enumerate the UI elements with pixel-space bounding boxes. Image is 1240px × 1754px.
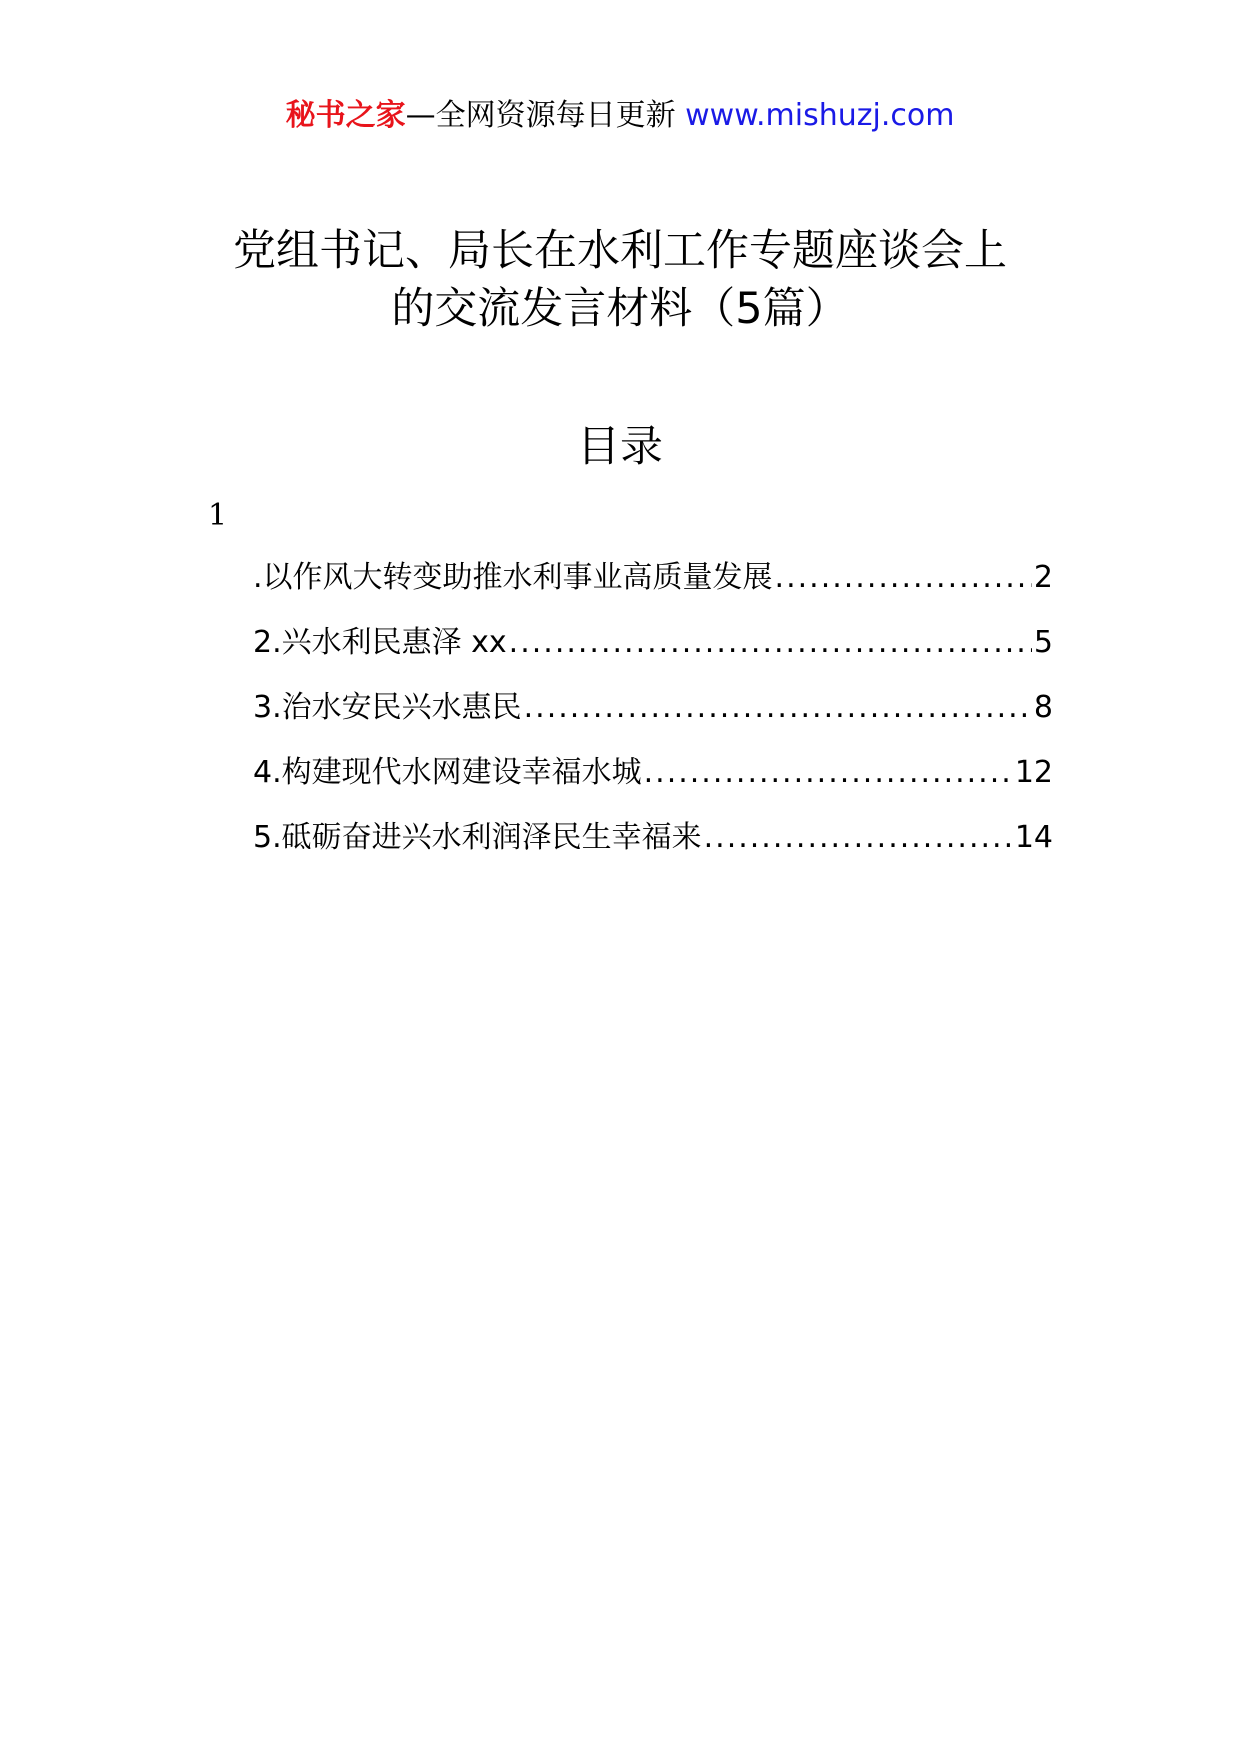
brand-name: 秘书之家 <box>285 98 406 133</box>
toc-entry-label: 5.砥砺奋进兴水利润泽民生幸福来 <box>253 820 702 855</box>
page-header <box>0 96 1240 136</box>
toc-entry-label: 3.治水安民兴水惠民 <box>253 690 522 725</box>
site-link[interactable]: www.mishuzj.com <box>685 98 955 133</box>
toc-entry-2[interactable] <box>253 623 1053 688</box>
header-slogan: —全网资源每日更新 <box>405 98 676 133</box>
toc-dot-leader <box>704 818 1013 858</box>
toc-dot-leader <box>644 753 1013 793</box>
toc-entry-page: 14 <box>1014 820 1053 855</box>
toc-entry-page: 8 <box>1033 690 1053 725</box>
toc-entry-4[interactable] <box>253 753 1053 818</box>
toc-entry-5[interactable] <box>253 818 1053 883</box>
toc-entry-page: 12 <box>1014 755 1053 790</box>
document-title <box>180 222 1060 338</box>
toc-entry-1[interactable] <box>253 558 1053 623</box>
toc-entry-page: 5 <box>1033 625 1053 660</box>
title-line-1: 党组书记、局长在水利工作专题座谈会上 <box>233 226 1007 276</box>
title-line-2: 的交流发言材料（5篇） <box>391 284 849 334</box>
toc-prefix-number: 1 <box>208 498 228 533</box>
toc-entry-page: 2 <box>1033 560 1053 595</box>
table-of-contents <box>253 558 1053 883</box>
toc-entry-3[interactable] <box>253 688 1053 753</box>
toc-dot-leader <box>509 623 1032 663</box>
toc-entry-label: 4.构建现代水网建设幸福水城 <box>253 755 642 790</box>
toc-entry-label: .以作风大转变助推水利事业高质量发展 <box>253 560 773 595</box>
toc-dot-leader <box>524 688 1032 728</box>
toc-entry-label: 2.兴水利民惠泽 xx <box>253 625 507 660</box>
toc-dot-leader <box>775 558 1032 598</box>
toc-heading: 目录 <box>577 422 663 472</box>
